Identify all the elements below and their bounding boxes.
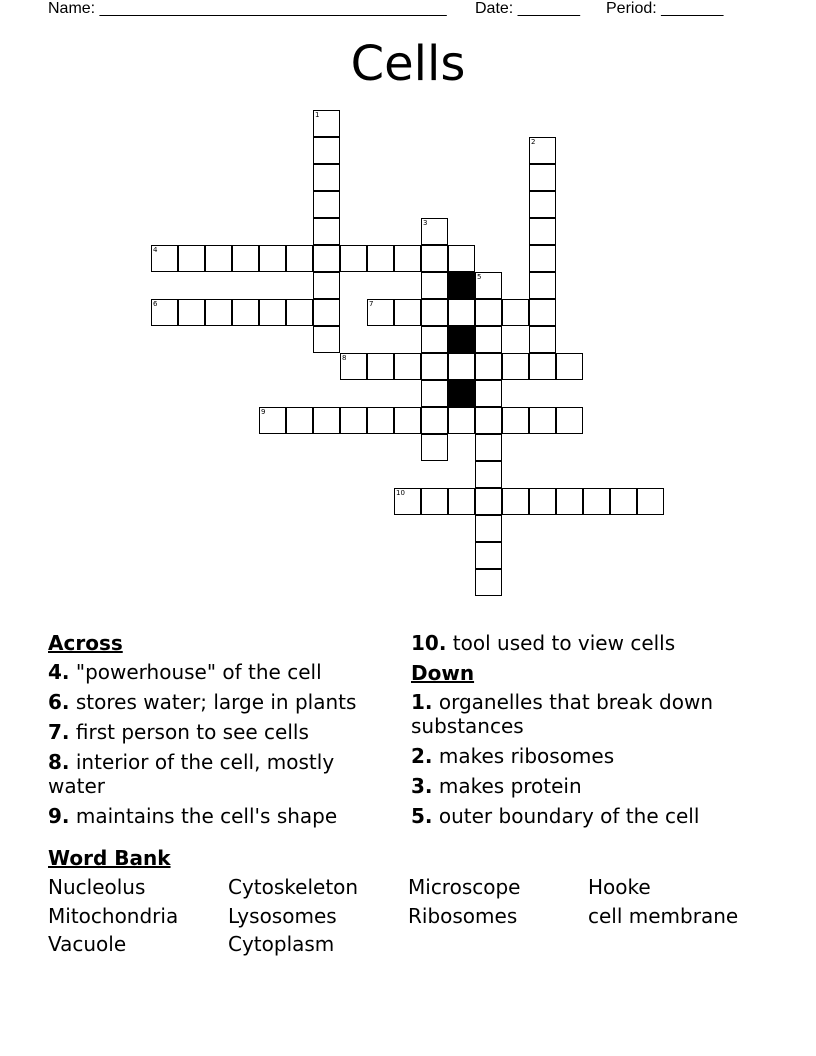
crossword-cell[interactable] [286, 245, 313, 272]
crossword-cell[interactable] [313, 110, 340, 137]
crossword-cell[interactable] [151, 245, 178, 272]
crossword-cell[interactable] [529, 326, 556, 353]
clue-text: tool used to view cells [452, 631, 676, 655]
crossword-cell[interactable] [475, 542, 502, 569]
clue-text: outer boundary of the cell [438, 804, 700, 828]
clue-number: 4. [48, 660, 70, 684]
crossword-cell[interactable] [421, 245, 448, 272]
clue-down-5 [411, 804, 751, 828]
clue-number-label: 3 [423, 219, 428, 227]
clue-number-label: 1 [315, 111, 320, 119]
crossword-cell[interactable] [394, 488, 421, 515]
crossword-cell[interactable] [421, 380, 448, 407]
name-field[interactable]: Name: _______________________________________ [48, 0, 447, 17]
crossword-cell[interactable] [556, 407, 583, 434]
blocked-cell [448, 380, 475, 407]
clue-across-8 [48, 750, 388, 798]
crossword-cell[interactable] [313, 299, 340, 326]
crossword-cell[interactable] [529, 272, 556, 299]
clue-number-label: 10 [396, 489, 405, 497]
crossword-cell[interactable] [448, 488, 475, 515]
clue-down-3 [411, 774, 751, 798]
clue-down-1 [411, 690, 751, 738]
crossword-cell[interactable] [502, 488, 529, 515]
across-heading: Across [48, 631, 123, 655]
down-heading: Down [411, 661, 475, 685]
crossword-cell[interactable] [205, 245, 232, 272]
crossword-cell[interactable] [259, 299, 286, 326]
crossword-cell[interactable] [394, 353, 421, 380]
crossword-cell[interactable] [475, 326, 502, 353]
clue-number: 9. [48, 804, 70, 828]
crossword-cell[interactable] [313, 326, 340, 353]
clue-text: organelles that break down substances [411, 690, 714, 738]
crossword-cell[interactable] [232, 245, 259, 272]
crossword-cell[interactable] [313, 407, 340, 434]
word-bank [48, 845, 768, 959]
word-bank-item: Lysosomes [228, 903, 337, 928]
clue-text: stores water; large in plants [75, 690, 357, 714]
clue-number-label: 4 [153, 246, 158, 254]
crossword-cell[interactable] [448, 407, 475, 434]
crossword-cell[interactable] [421, 299, 448, 326]
clue-text: "powerhouse" of the cell [75, 660, 322, 684]
crossword-cell[interactable] [529, 137, 556, 164]
crossword-cell[interactable] [421, 272, 448, 299]
clue-text: makes protein [438, 774, 582, 798]
crossword-cell[interactable] [313, 272, 340, 299]
date-field[interactable]: Date: _______ [475, 0, 580, 17]
crossword-cell[interactable] [637, 488, 664, 515]
clue-number: 3. [411, 774, 433, 798]
clue-number-label: 6 [153, 300, 158, 308]
clue-number: 1. [411, 690, 433, 714]
clue-number: 7. [48, 720, 70, 744]
crossword-cell[interactable] [178, 245, 205, 272]
crossword-cell[interactable] [421, 434, 448, 461]
crossword-cell[interactable] [178, 299, 205, 326]
crossword-cell[interactable] [421, 407, 448, 434]
crossword-cell[interactable] [475, 488, 502, 515]
crossword-cell[interactable] [340, 407, 367, 434]
crossword-cell[interactable] [259, 407, 286, 434]
crossword-cell[interactable] [475, 299, 502, 326]
crossword-cell[interactable] [529, 353, 556, 380]
crossword-cell[interactable] [367, 407, 394, 434]
crossword-cell[interactable] [394, 407, 421, 434]
clue-number-label: 8 [342, 354, 347, 362]
clue-number: 10. [411, 631, 447, 655]
crossword-cell[interactable] [205, 299, 232, 326]
clue-number-label: 5 [477, 273, 482, 281]
crossword-cell[interactable] [529, 245, 556, 272]
crossword-cell[interactable] [421, 218, 448, 245]
blocked-cell [448, 326, 475, 353]
word-bank-item: Microscope [408, 875, 521, 899]
clue-number-label: 2 [531, 138, 536, 146]
crossword-cell[interactable] [367, 299, 394, 326]
crossword-cell[interactable] [367, 245, 394, 272]
crossword-cell[interactable] [340, 353, 367, 380]
clue-across-7 [48, 720, 388, 744]
crossword-cell[interactable] [529, 407, 556, 434]
crossword-cell[interactable] [529, 191, 556, 218]
clue-across-4 [48, 660, 388, 684]
word-bank-item: cell membrane [588, 903, 739, 928]
crossword-cell[interactable] [151, 299, 178, 326]
crossword-cell[interactable] [421, 326, 448, 353]
crossword-cell[interactable] [313, 191, 340, 218]
crossword-cell[interactable] [610, 488, 637, 515]
crossword-cell[interactable] [475, 461, 502, 488]
clue-number: 2. [411, 744, 433, 768]
crossword-cell[interactable] [529, 299, 556, 326]
clue-across-10 [411, 630, 751, 660]
page-title: Cells [350, 36, 466, 92]
crossword-cell[interactable] [313, 218, 340, 245]
word-bank-item: Hooke [588, 875, 651, 899]
clue-number: 5. [411, 804, 433, 828]
crossword-cell[interactable] [556, 353, 583, 380]
clue-text: maintains the cell's shape [75, 804, 338, 828]
clue-text: first person to see cells [75, 720, 309, 744]
clue-down-2 [411, 744, 751, 768]
crossword-cell[interactable] [502, 407, 529, 434]
word-bank-item: Cytoskeleton [228, 875, 359, 899]
clue-number-label: 7 [369, 300, 374, 308]
crossword-cell[interactable] [313, 137, 340, 164]
crossword-cell[interactable] [286, 299, 313, 326]
crossword-cell[interactable] [475, 272, 502, 299]
clues-column-left [48, 630, 388, 834]
crossword-cell[interactable] [232, 299, 259, 326]
crossword-cell[interactable] [475, 407, 502, 434]
crossword-cell[interactable] [286, 407, 313, 434]
clues-column-right [411, 630, 751, 834]
blocked-cell [448, 272, 475, 299]
clue-number-label: 9 [261, 408, 266, 416]
crossword-cell[interactable] [529, 164, 556, 191]
word-bank-item: Nucleolus [48, 875, 146, 899]
clue-number: 8. [48, 750, 70, 774]
clue-text: makes ribosomes [438, 744, 615, 768]
clue-text: interior of the cell, mostly water [48, 750, 335, 798]
crossword-cell[interactable] [502, 299, 529, 326]
crossword-cell[interactable] [448, 299, 475, 326]
crossword-cell[interactable] [313, 245, 340, 272]
crossword-cell[interactable] [367, 353, 394, 380]
crossword-cell[interactable] [259, 245, 286, 272]
crossword-cell[interactable] [340, 245, 367, 272]
crossword-cell[interactable] [475, 353, 502, 380]
crossword-cell[interactable] [421, 488, 448, 515]
crossword-cell[interactable] [556, 488, 583, 515]
crossword-cell[interactable] [529, 218, 556, 245]
crossword-cell[interactable] [448, 353, 475, 380]
clue-across-6 [48, 690, 388, 714]
word-bank-item: Ribosomes [408, 903, 518, 928]
crossword-cell[interactable] [502, 353, 529, 380]
period-field[interactable]: Period: _______ [606, 0, 724, 17]
crossword-cell[interactable] [475, 515, 502, 542]
clue-number: 6. [48, 690, 70, 714]
word-bank-list [48, 873, 768, 959]
crossword-cell[interactable] [448, 245, 475, 272]
crossword-cell[interactable] [529, 488, 556, 515]
word-bank-title: Word Bank [48, 846, 171, 870]
crossword-cell[interactable] [583, 488, 610, 515]
crossword-cell[interactable] [394, 299, 421, 326]
crossword-cell[interactable] [313, 164, 340, 191]
word-bank-item: Vacuole [48, 932, 127, 956]
crossword-cell[interactable] [421, 353, 448, 380]
crossword-cell[interactable] [475, 569, 502, 596]
crossword-cell[interactable] [475, 434, 502, 461]
word-bank-item: Mitochondria [48, 903, 179, 928]
word-bank-item: Cytoplasm [228, 932, 335, 956]
crossword-cell[interactable] [475, 380, 502, 407]
clue-across-9 [48, 804, 388, 828]
crossword-cell[interactable] [394, 245, 421, 272]
